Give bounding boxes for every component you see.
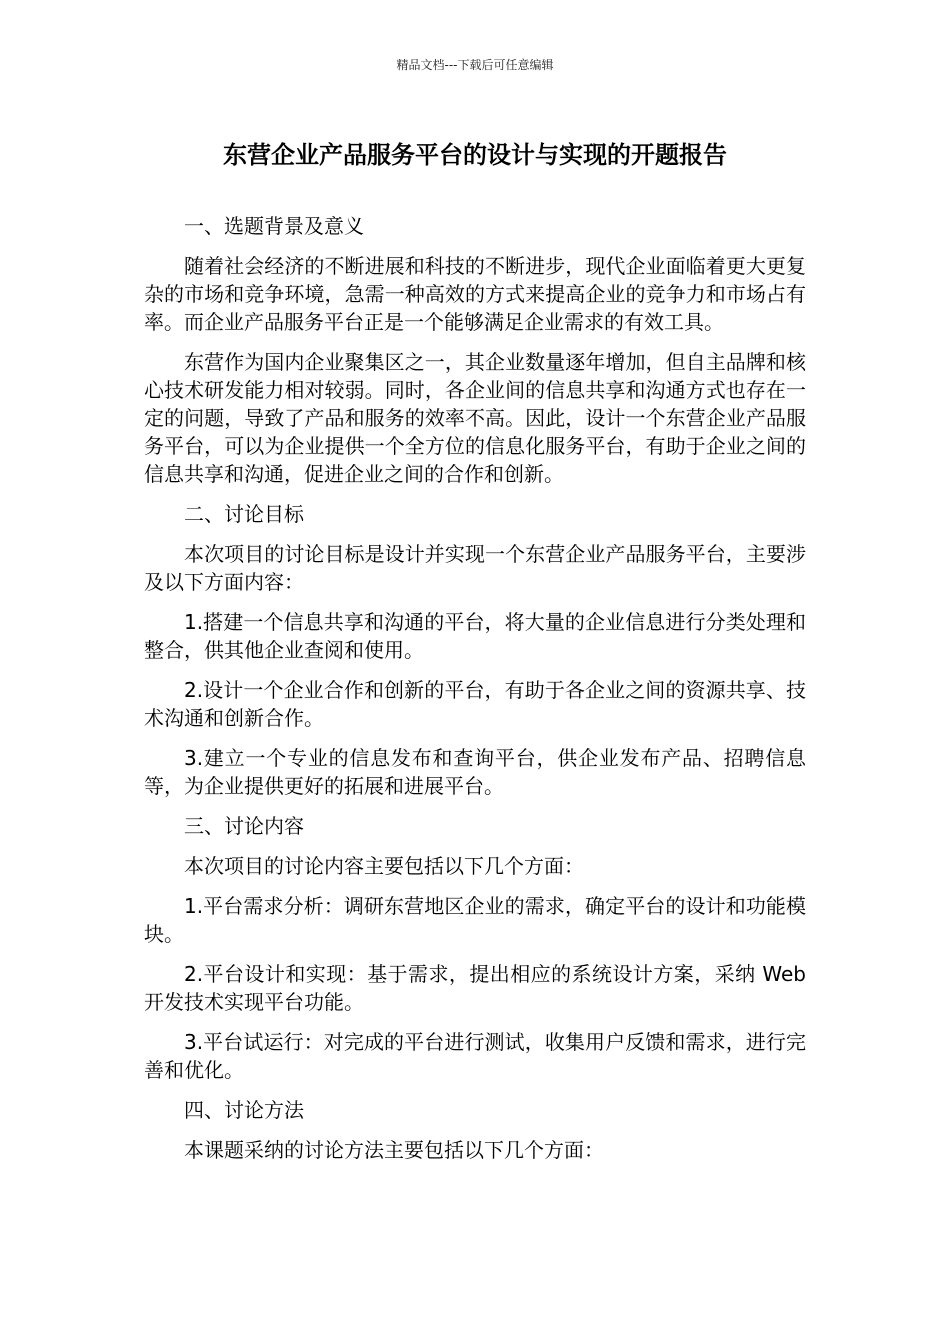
- paragraph-background-2: 东营作为国内企业聚集区之一，其企业数量逐年增加，但自主品牌和核心技术研发能力相对较弱。同时，各企业间的信息共享和沟通方式也存在一定的问题，导致了产品和服务的效率不高。因此，设计一个东营企业产品服务平台，可以为企业提供一个全方位的信息化服务平台，有助于企业之间的信息共享和沟通，促进企业之间的合作和创新。: [144, 350, 806, 486]
- list-item-goal-3: 3.建立一个专业的信息发布和查询平台，供企业发布产品、招聘信息等，为企业提供更好的拓展和进展平台。: [144, 746, 806, 798]
- list-item-content-3: 3.平台试运行：对完成的平台进行测试，收集用户反馈和需求，进行完善和优化。: [144, 1030, 806, 1082]
- list-item-goal-1: 1.搭建一个信息共享和沟通的平台，将大量的企业信息进行分类处理和整合，供其他企业查阅和使用。: [144, 610, 806, 662]
- paragraph-background-1: 随着社会经济的不断进展和科技的不断进步，现代企业面临着更大更复杂的市场和竞争环境，急需一种高效的方式来提高企业的竞争力和市场占有率。而企业产品服务平台正是一个能够满足企业需求的有效工具。: [144, 254, 806, 334]
- section-heading-background: 一、选题背景及意义: [184, 214, 364, 238]
- section-heading-goals: 二、讨论目标: [184, 502, 304, 526]
- document-body: [144, 212, 806, 1176]
- list-item-content-2: 2.平台设计和实现：基于需求，提出相应的系统设计方案，采纳 Web 开发技术实现平台功能。: [144, 962, 806, 1014]
- section-heading-content: 三、讨论内容: [184, 814, 304, 838]
- page-header-watermark: 精品文档---下载后可任意编辑: [396, 58, 554, 72]
- list-item-content-1: 1.平台需求分析：调研东营地区企业的需求，确定平台的设计和功能模块。: [144, 894, 806, 946]
- paragraph-methods-intro: 本课题采纳的讨论方法主要包括以下几个方面：: [184, 1138, 604, 1162]
- document-title: 东营企业产品服务平台的设计与实现的开题报告: [223, 141, 727, 169]
- list-item-goal-2: 2.设计一个企业合作和创新的平台，有助于各企业之间的资源共享、技术沟通和创新合作。: [144, 678, 806, 730]
- section-heading-methods: 四、讨论方法: [184, 1098, 304, 1122]
- paragraph-content-intro: 本次项目的讨论内容主要包括以下几个方面：: [184, 854, 584, 878]
- paragraph-goals-intro: 本次项目的讨论目标是设计并实现一个东营企业产品服务平台，主要涉及以下方面内容：: [144, 542, 806, 594]
